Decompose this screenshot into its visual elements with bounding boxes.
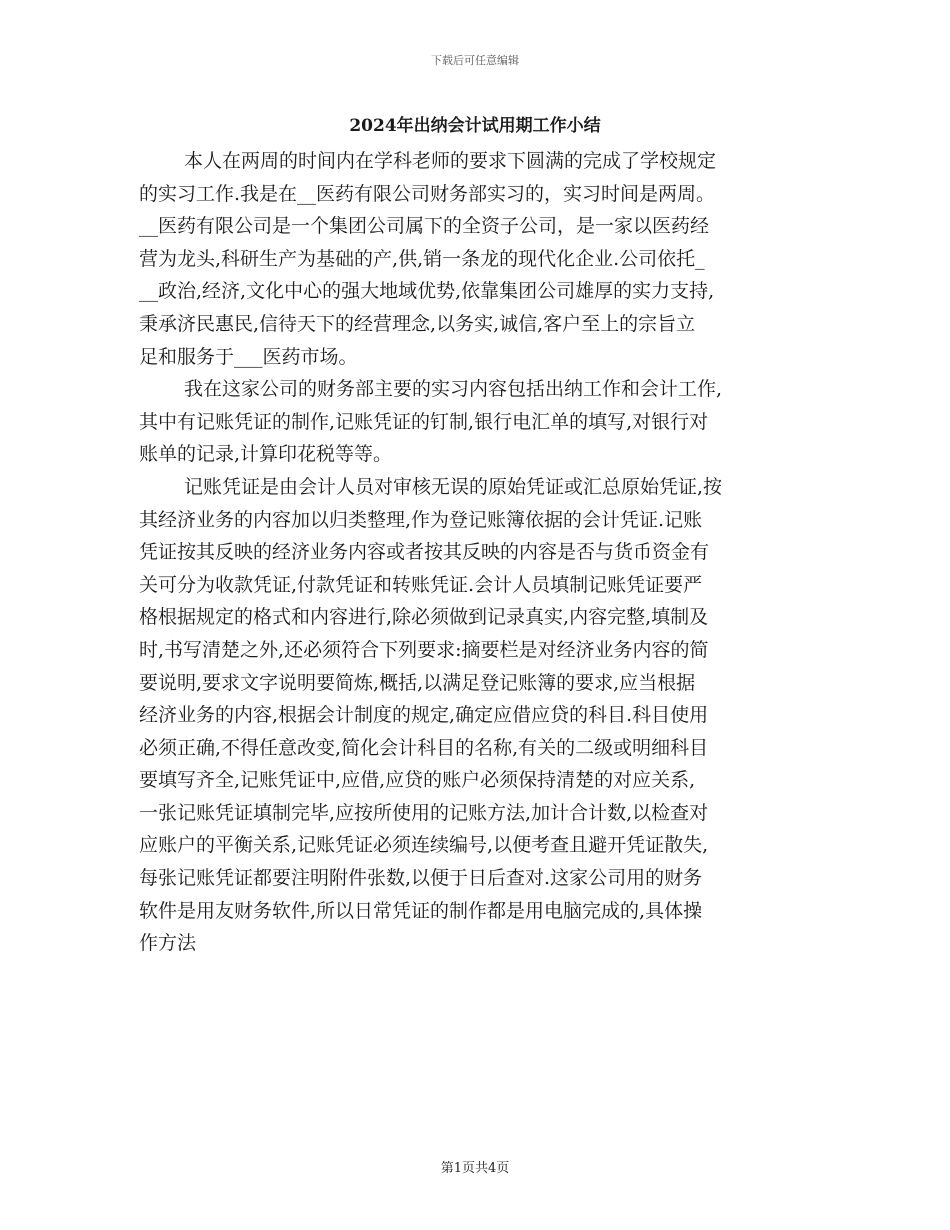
document-title: 2024年出纳会计试用期工作小结 [349,116,601,136]
paragraph-2 [139,373,815,471]
text-line: 本人在两周的时间内在学科老师的要求下圆满的完成了学校规定 [184,150,717,172]
page-number: 第1页共4页 [440,1161,510,1176]
text-line: 一张记账凭证填制完毕,应按所使用的记账方法,加计合计数,以检查对 [139,801,709,824]
text-line: 凭证按其反映的经济业务内容或者按其反映的内容是否与货币资金有 [139,541,710,564]
text-line: 其中有记账凭证的制作,记账凭证的钉制,银行电汇单的填写,对银行对 [139,410,709,433]
text-line: 营为龙头,科研生产为基础的产,供,销一条龙的现代化企业.公司依托_ [139,247,705,270]
text-line: 作方法 [139,932,197,955]
text-line: 经济业务的内容,根据会计制度的规定,确定应借应贷的科目.科目使用 [139,704,709,727]
text-line: 必须正确,不得任意改变,简化会计科目的名称,有关的二级或明细科目 [139,736,709,759]
text-line: 账单的记录,计算印花税等等。 [139,443,393,466]
paragraph-1 [139,145,815,373]
text-line: 足和服务于___医药市场。 [139,345,358,368]
text-line: 要填写齐全,记账凭证中,应借,应贷的账户必须保持清楚的对应关系, [139,769,696,792]
text-line: 软件是用友财务软件,所以日常凭证的制作都是用电脑完成的,具体操 [139,899,703,922]
text-line: __政治,经济,文化中心的强大地域优势,依靠集团公司雄厚的实力支持, [139,280,715,303]
text-line: 我在这家公司的财务部主要的实习内容包括出纳工作和会计工作, [184,378,723,401]
text-line: 要说明,要求文字说明要简炼,概括,以满足登记账簿的要求,应当根据 [139,671,696,694]
text-line: 关可分为收款凭证,付款凭证和转账凭证.会计人员填制记账凭证要严 [139,573,703,596]
document-body [139,145,815,960]
text-line: 应账户的平衡关系,记账凭证必须连续编号,以便考查且避开凭证散失, [139,834,709,857]
text-line: 时,书写清楚之外,还必须符合下列要求:摘要栏是对经济业务内容的简 [139,638,709,661]
text-line: 其经济业务的内容加以归类整理,作为登记账簿依据的会计凭证.记账 [139,508,703,531]
paragraph-3 [139,471,815,960]
text-line: 的实习工作.我是在__医药有限公司财务部实习的，实习时间是两周。 [139,182,716,205]
text-line: 每张记账凭证都要注明附件张数,以便于日后查对.这家公司用的财务 [139,867,703,890]
text-line: 秉承济民惠民,信待天下的经营理念,以务实,诚信,客户至上的宗旨立 [139,312,696,335]
text-line: __医药有限公司是一个集团公司属下的全资子公司，是一家以医药经 [139,215,710,238]
header-note: 下载后可任意编辑 [431,54,519,67]
text-line: 记账凭证是由会计人员对审核无误的原始凭证或汇总原始凭证,按 [184,475,723,498]
text-line: 格根据规定的格式和内容进行,除必须做到记录真实,内容完整,填制及 [139,606,709,629]
